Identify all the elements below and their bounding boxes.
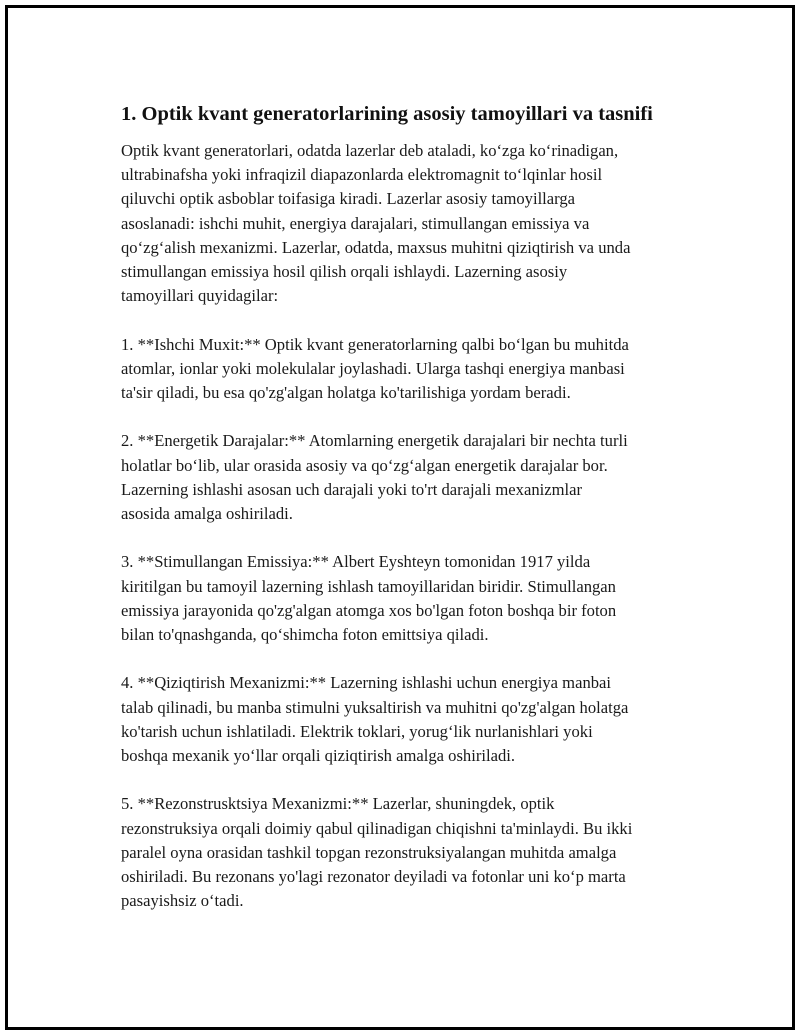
list-item-energy-levels: 2. **Energetik Darajalar:** Atomlarning energetik darajalari bir nechta turli holatlar bo‘lib, ular orasida asosiy va qo‘zg‘algan energetik darajalar bor. Lazerning ishlashi asosan uch darajali yoki to'rt darajali mexanizmlar asosida amalga oshiriladi. <box>121 431 628 524</box>
list-item-working-medium: 1. **Ishchi Muxit:** Optik kvant generatorlarning qalbi bo‘lgan bu muhitda atomlar, ionlar yoki molekulalar joylashadi. Ularga tashqi energiya manbasi ta'sir qiladi, bu esa qo'zg'algan holatga ko'tarilishiga yordam beradi. <box>121 334 629 403</box>
list-item-resonator-mechanism: 5. **Rezonstrusktsiya Mexanizmi:** Lazerlar, shuningdek, optik rezonstruksiya orqali doimiy qabul qilinadigan chiqishni ta'minlaydi. Bu ikki paralel oyna orasidan tashkil topgan rezonstruksiyalangan muhitda amalga oshiriladi. Bu rezonans yo'lagi rezonator deyiladi va fotonlar uni ko‘p marta pasayishsiz o‘tadi. <box>121 794 633 911</box>
page-frame <box>5 5 795 1030</box>
intro-paragraph: Optik kvant generatorlari, odatda lazerlar deb ataladi, ko‘zga ko‘rinadigan, ultrabinafsha yoki infraqizil diapazonlarda elektromagnit to‘lqinlar hosil qiluvchi optik asboblar toifasiga kiradi. Lazerlar asosiy tamoyillarga asoslanadi: ishchi muhit, energiya darajalari, stimullangan emissiya va qo‘zg‘alish mexanizmi. Lazerlar, odatda, maxsus muhitni qiziqtirish va unda stimullangan emissiya hosil qilish orqali ishlaydi. Lazerning asosiy tamoyillari quyidagilar: <box>121 141 631 306</box>
list-item-excitation-mechanism: 4. **Qiziqtirish Mexanizmi:** Lazerning ishlashi uchun energiya manbai talab qilinadi, bu manba stimulni yuksaltirish va muhitni qo'zg'algan holatga ko'tarish uchun ishlatiladi. Elektrik toklari, yorug‘lik nurlanishlari yoki boshqa mexanik yo‘llar orqali qiziqtirish amalga oshiriladi. <box>121 673 629 766</box>
section-heading: 1. Optik kvant generatorlarining asosiy tamoyillari va tasnifi <box>121 103 653 125</box>
document-body <box>121 101 701 913</box>
list-item-stimulated-emission: 3. **Stimullangan Emissiya:** Albert Eyshteyn tomonidan 1917 yilda kiritilgan bu tamoyil lazerning ishlash tamoyillaridan biridir. Stimullangan emissiya jarayonida qo'zg'algan atomga xos bo'lgan foton boshqa bir foton bilan to'qnashganda, qo‘shimcha foton emittsiya qiladi. <box>121 552 617 645</box>
